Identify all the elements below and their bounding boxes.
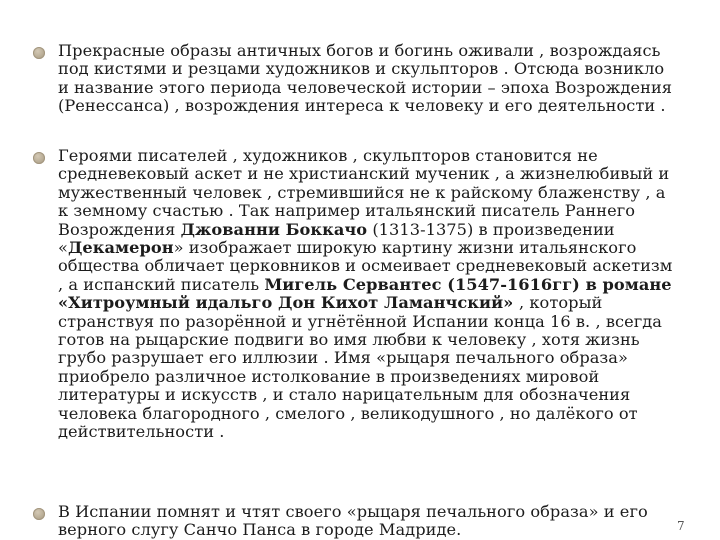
bold-text: Декамерон <box>67 238 174 258</box>
text-segment: (1313-1375) в произведении « <box>58 219 615 258</box>
text-segment: Прекрасные образы античных богов и богинь оживали , возрождаясь под кистями и резцами художников и скульпторов . Отсюда возникло и название этого периода человеческой истории – эпоха Возрождения (Ренессанса) , возрождения интереса к человеку и его деятельности . <box>58 41 673 116</box>
text-segment: » изображает широкую картину жизни итальянского общества обличает церковников и осмеивает средневековый аскетизм , а испанский писатель <box>58 238 673 294</box>
text-segment: Героями писателей , художников , скульпторов становится не средневековый аскет и не христианский мученик , а жизнелюбивый и мужественный человек , стремившийся не к райскому блаженству , а к земному счастью . Так например итальянский писатель Раннего Возрождения <box>58 146 670 239</box>
text-segment: В Испании помнят и чтят своего «рыцаря печального образа» и его верного слугу Санчо Панса в городе Мадриде. <box>58 502 648 540</box>
text-segment: , который странствуя по разорённой и угнётённой Испании конца 16 в. , всегда готов на рыцарские подвиги во имя любви к человеку , хотя жизнь грубо разрушает его иллюзии . Имя «рыцаря печального образа» приобрело различное истолкование в произведениях мировой литературы и искусств , и стало нарицательным для обозначения человека благородного , смелого , великодушного , но далёкого от действительности . <box>58 293 662 442</box>
bullet-item-1 <box>58 42 680 116</box>
bold-text: Джованни Боккачо <box>180 219 368 239</box>
page-number: 7 <box>677 519 685 533</box>
bullet-dot-icon <box>33 47 45 59</box>
bold-text: Мигель Сервантес (1547-1616гг) в романе «Хитроумный идальго Дон Кихот Ламанчский» <box>58 274 672 313</box>
bullet-dot-icon <box>33 152 45 164</box>
bullet-dot-icon <box>33 508 45 520</box>
bullet-item-3 <box>58 503 680 540</box>
bullet-item-2 <box>58 147 680 442</box>
